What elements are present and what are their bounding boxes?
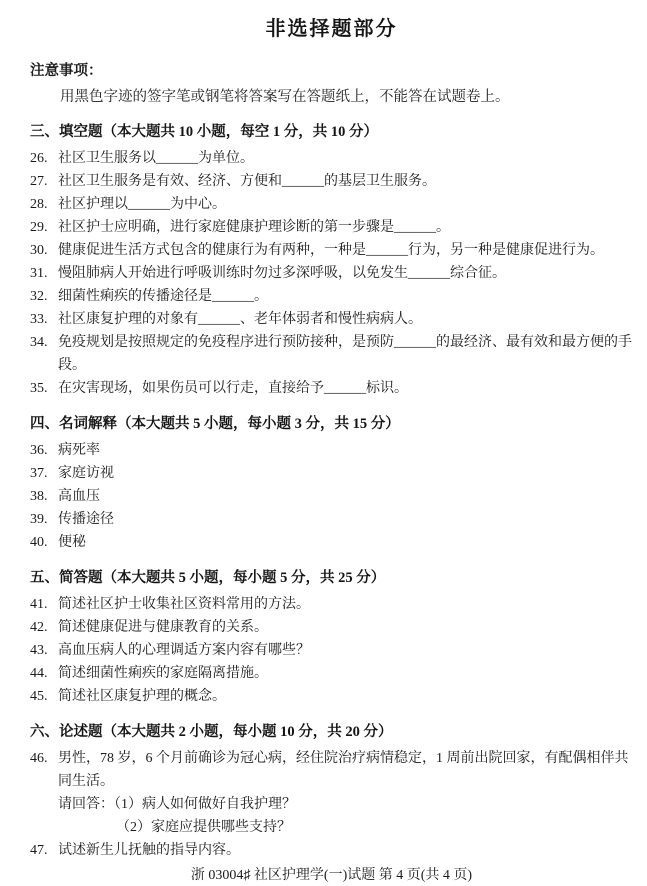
section-heading: 六、论述题（本大题共 2 小题，每小题 10 分，共 20 分） — [30, 724, 393, 740]
question-number: 32. — [30, 289, 48, 304]
question-text: 社区护理以______为中心。 — [58, 197, 226, 212]
question-item — [30, 508, 633, 531]
question-subline: （2）家庭应提供哪些支持？ — [116, 820, 291, 835]
question-item — [30, 485, 633, 508]
question-item — [30, 239, 633, 262]
question-number: 34. — [30, 335, 48, 350]
question-item — [30, 439, 633, 462]
question-text: 在灾害现场，如果伤员可以行走，直接给予______标识。 — [58, 381, 408, 396]
question-number: 31. — [30, 266, 48, 281]
question-number: 41. — [30, 597, 48, 612]
question-number: 28. — [30, 197, 48, 212]
question-text: 高血压病人的心理调适方案内容有哪些？ — [58, 643, 310, 658]
section-short-answer — [30, 567, 633, 708]
question-text: 简述健康促进与健康教育的关系。 — [58, 620, 268, 635]
question-text: 高血压 — [58, 489, 100, 504]
question-text: 社区卫生服务是有效、经济、方便和______的基层卫生服务。 — [58, 174, 436, 189]
question-text: 病死率 — [58, 443, 100, 458]
question-number: 43. — [30, 643, 48, 658]
question-text: 简述社区护士收集社区资料常用的方法。 — [58, 597, 310, 612]
section-heading: 三、填空题（本大题共 10 小题，每空 1 分，共 10 分） — [30, 124, 378, 140]
question-item — [30, 662, 633, 685]
question-text: 家庭访视 — [58, 466, 114, 481]
question-text: 简述细菌性痢疾的家庭隔离措施。 — [58, 666, 268, 681]
section-essay — [30, 721, 633, 862]
question-text: 社区卫生服务以______为单位。 — [58, 151, 254, 166]
question-subline: 请回答：（1）病人如何做好自我护理？ — [58, 797, 296, 812]
question-text: 便秘 — [58, 535, 86, 550]
section-term-definitions — [30, 413, 633, 554]
question-text: 试述新生儿抚触的指导内容。 — [58, 843, 240, 858]
question-item — [30, 193, 633, 216]
question-number: 35. — [30, 381, 48, 396]
question-text: 细菌性痢疾的传播途径是______。 — [58, 289, 268, 304]
question-number: 33. — [30, 312, 48, 327]
question-text: 健康促进生活方式包含的健康行为有两种，一种是______行为，另一种是健康促进行为。 — [58, 243, 604, 258]
question-number: 39. — [30, 512, 48, 527]
question-number: 44. — [30, 666, 48, 681]
question-number: 36. — [30, 443, 48, 458]
question-item — [30, 331, 633, 377]
section-heading: 五、简答题（本大题共 5 小题，每小题 5 分，共 25 分） — [30, 570, 386, 586]
question-item — [30, 308, 633, 331]
notice-text: 用黑色字迹的签字笔或钢笔将答案写在答题纸上，不能答在试题卷上。 — [60, 89, 510, 105]
question-number: 47. — [30, 843, 48, 858]
question-item — [30, 216, 633, 239]
question-item — [30, 262, 633, 285]
question-text: 免疫规划是按照规定的免疫程序进行预防接种，是预防______的最经济、最有效和最方便的手段。 — [58, 335, 632, 373]
question-item — [30, 639, 633, 662]
question-item — [30, 531, 633, 554]
question-text: 社区护士应明确，进行家庭健康护理诊断的第一步骤是______。 — [58, 220, 450, 235]
question-number: 26. — [30, 151, 48, 166]
page-footer: 浙 03004♯ 社区护理学(一)试题 第 4 页(共 4 页) — [190, 868, 473, 883]
section-fill-in-blanks — [30, 121, 633, 400]
question-text: 慢阻肺病人开始进行呼吸训练时勿过多深呼吸，以免发生______综合征。 — [58, 266, 506, 281]
question-item — [30, 593, 633, 616]
question-item — [30, 685, 633, 708]
question-item — [30, 170, 633, 193]
question-item — [30, 616, 633, 639]
question-item — [30, 839, 633, 862]
question-item — [30, 285, 633, 308]
question-text: 传播途径 — [58, 512, 114, 527]
notice-block — [30, 61, 633, 108]
question-item — [30, 377, 633, 400]
question-item — [30, 147, 633, 170]
question-number: 27. — [30, 174, 48, 189]
question-number: 40. — [30, 535, 48, 550]
question-number: 38. — [30, 489, 48, 504]
question-text: 男性，78 岁，6 个月前确诊为冠心病，经住院治疗病情稳定，1 周前出院回家，有配偶相伴共同生活。 — [58, 751, 629, 789]
question-number: 42. — [30, 620, 48, 635]
page-title: 非选择题部分 — [265, 18, 398, 40]
section-heading: 四、名词解释（本大题共 5 小题，每小题 3 分，共 15 分） — [30, 416, 400, 432]
question-text: 社区康复护理的对象有______、老年体弱者和慢性病病人。 — [58, 312, 422, 327]
question-number: 45. — [30, 689, 48, 704]
question-number: 37. — [30, 466, 48, 481]
question-item — [30, 462, 633, 485]
question-number: 29. — [30, 220, 48, 235]
question-text: 简述社区康复护理的概念。 — [58, 689, 226, 704]
question-number: 30. — [30, 243, 48, 258]
question-number: 46. — [30, 751, 48, 766]
notice-label: 注意事项： — [30, 63, 103, 79]
question-item — [30, 747, 633, 793]
